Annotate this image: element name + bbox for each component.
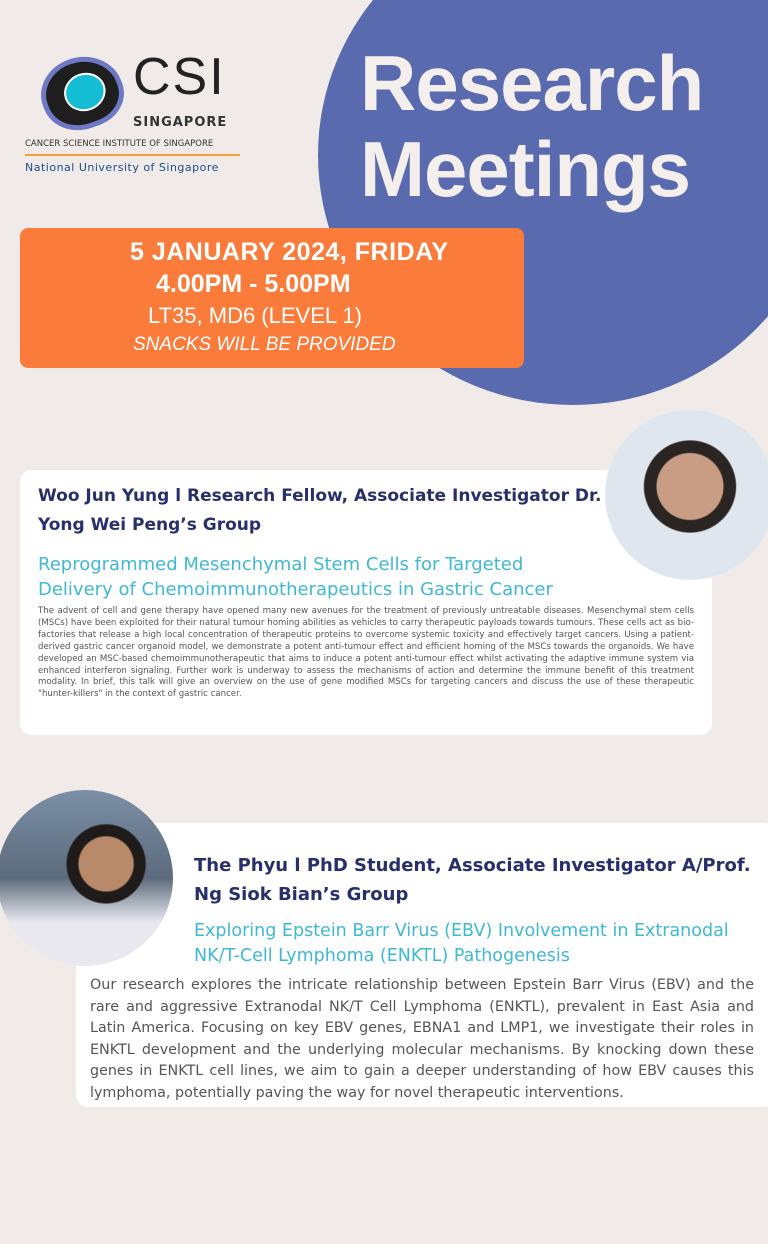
speaker-line: Yong Wei Peng’s Group <box>38 515 262 535</box>
talk-title-line: Reprogrammed Mesenchymal Stem Cells for Targeted <box>38 554 524 575</box>
talk-abstract: Our research explores the intricate relationship between Epstein Barr Virus (EBV) and the rare and aggressive Extranodal NK/T Cell Lymphoma (ENKTL), prevalent in East Asia and Latin America. Focusing on key EBV genes, EBNA1 and LMP1, we investigate their roles in ENKTL development and the underlying molecular mechanisms. By knocking down these genes in ENKTL cell lines, we aim to gain a deeper understanding of how EBV causes this lymphoma, potentially paving the way for novel therapeutic interventions. <box>90 977 754 1101</box>
title-line-1: Research <box>360 39 704 127</box>
talk-card-2 <box>76 823 768 1107</box>
talk-title <box>194 919 729 969</box>
talk-title-line: Delivery of Chemoimmunotherapeutics in Gastric Cancer <box>38 579 553 600</box>
logo-csi: CSI <box>133 48 226 106</box>
speaker-line: Woo Jun Yung l Research Fellow, Associate Investigator Dr. <box>38 486 602 506</box>
speaker-photo-woo-jun-yung <box>605 410 768 580</box>
event-date: 5 JANUARY 2024, FRIDAY <box>130 238 449 266</box>
event-note: SNACKS WILL BE PROVIDED <box>133 334 396 355</box>
talk-title <box>38 552 553 602</box>
logo-university: National University of Singapore <box>25 161 219 174</box>
speaker-info <box>194 851 751 909</box>
talk-title-line: Exploring Epstein Barr Virus (EBV) Involvement in Extranodal <box>194 921 729 941</box>
speaker-photo-the-phyu <box>0 790 173 966</box>
event-venue: LT35, MD6 (LEVEL 1) <box>148 303 362 328</box>
logo-singapore: SINGAPORE <box>133 115 228 130</box>
logo-divider <box>25 154 240 156</box>
talk-abstract: The advent of cell and gene therapy have opened many new avenues for the treatment of previously untreatable diseases. Mesenchymal stem cells (MSCs) have been exploited for their natural tumour homing abilities as vehicles to carry therapeutic payloads towards tumours. These cells act as bio-factories that release a high local concentration of therapeutic proteins to overcome systemic toxicity and effectively target cancers. Using a patient-derived gastric cancer organoid model, we demonstrate a potent anti-tumour effect and efficient homing of the MSCs towards the organoids. We have developed an MSC-based chemoimmunotherapeutic that aims to induce a potent anti-tumour effect whilst activating the adaptive immune system via enhanced interferon signaling. Further work is underway to assess the mechanisms of action and determine the immune benefit of this treatment modality. In brief, this talk will give an overview on the use of gene modified MSCs for targeting cancers and discuss the use of these therapeutic "hunter-killers" in the context of gastric cancer. <box>38 606 694 700</box>
speaker-line: Ng Siok Bian’s Group <box>194 884 409 905</box>
poster-title <box>360 40 703 212</box>
title-line-2: Meetings <box>360 125 691 213</box>
event-details-box <box>20 228 524 368</box>
event-time: 4.00PM - 5.00PM <box>156 270 351 298</box>
talk-title-line: NK/T-Cell Lymphoma (ENKTL) Pathogenesis <box>194 946 570 966</box>
logo-institute: CANCER SCIENCE INSTITUTE OF SINGAPORE <box>25 139 214 149</box>
speaker-info <box>38 482 601 540</box>
speaker-line: The Phyu l PhD Student, Associate Investigator A/Prof. <box>194 855 751 876</box>
csi-logo-icon <box>31 45 133 141</box>
